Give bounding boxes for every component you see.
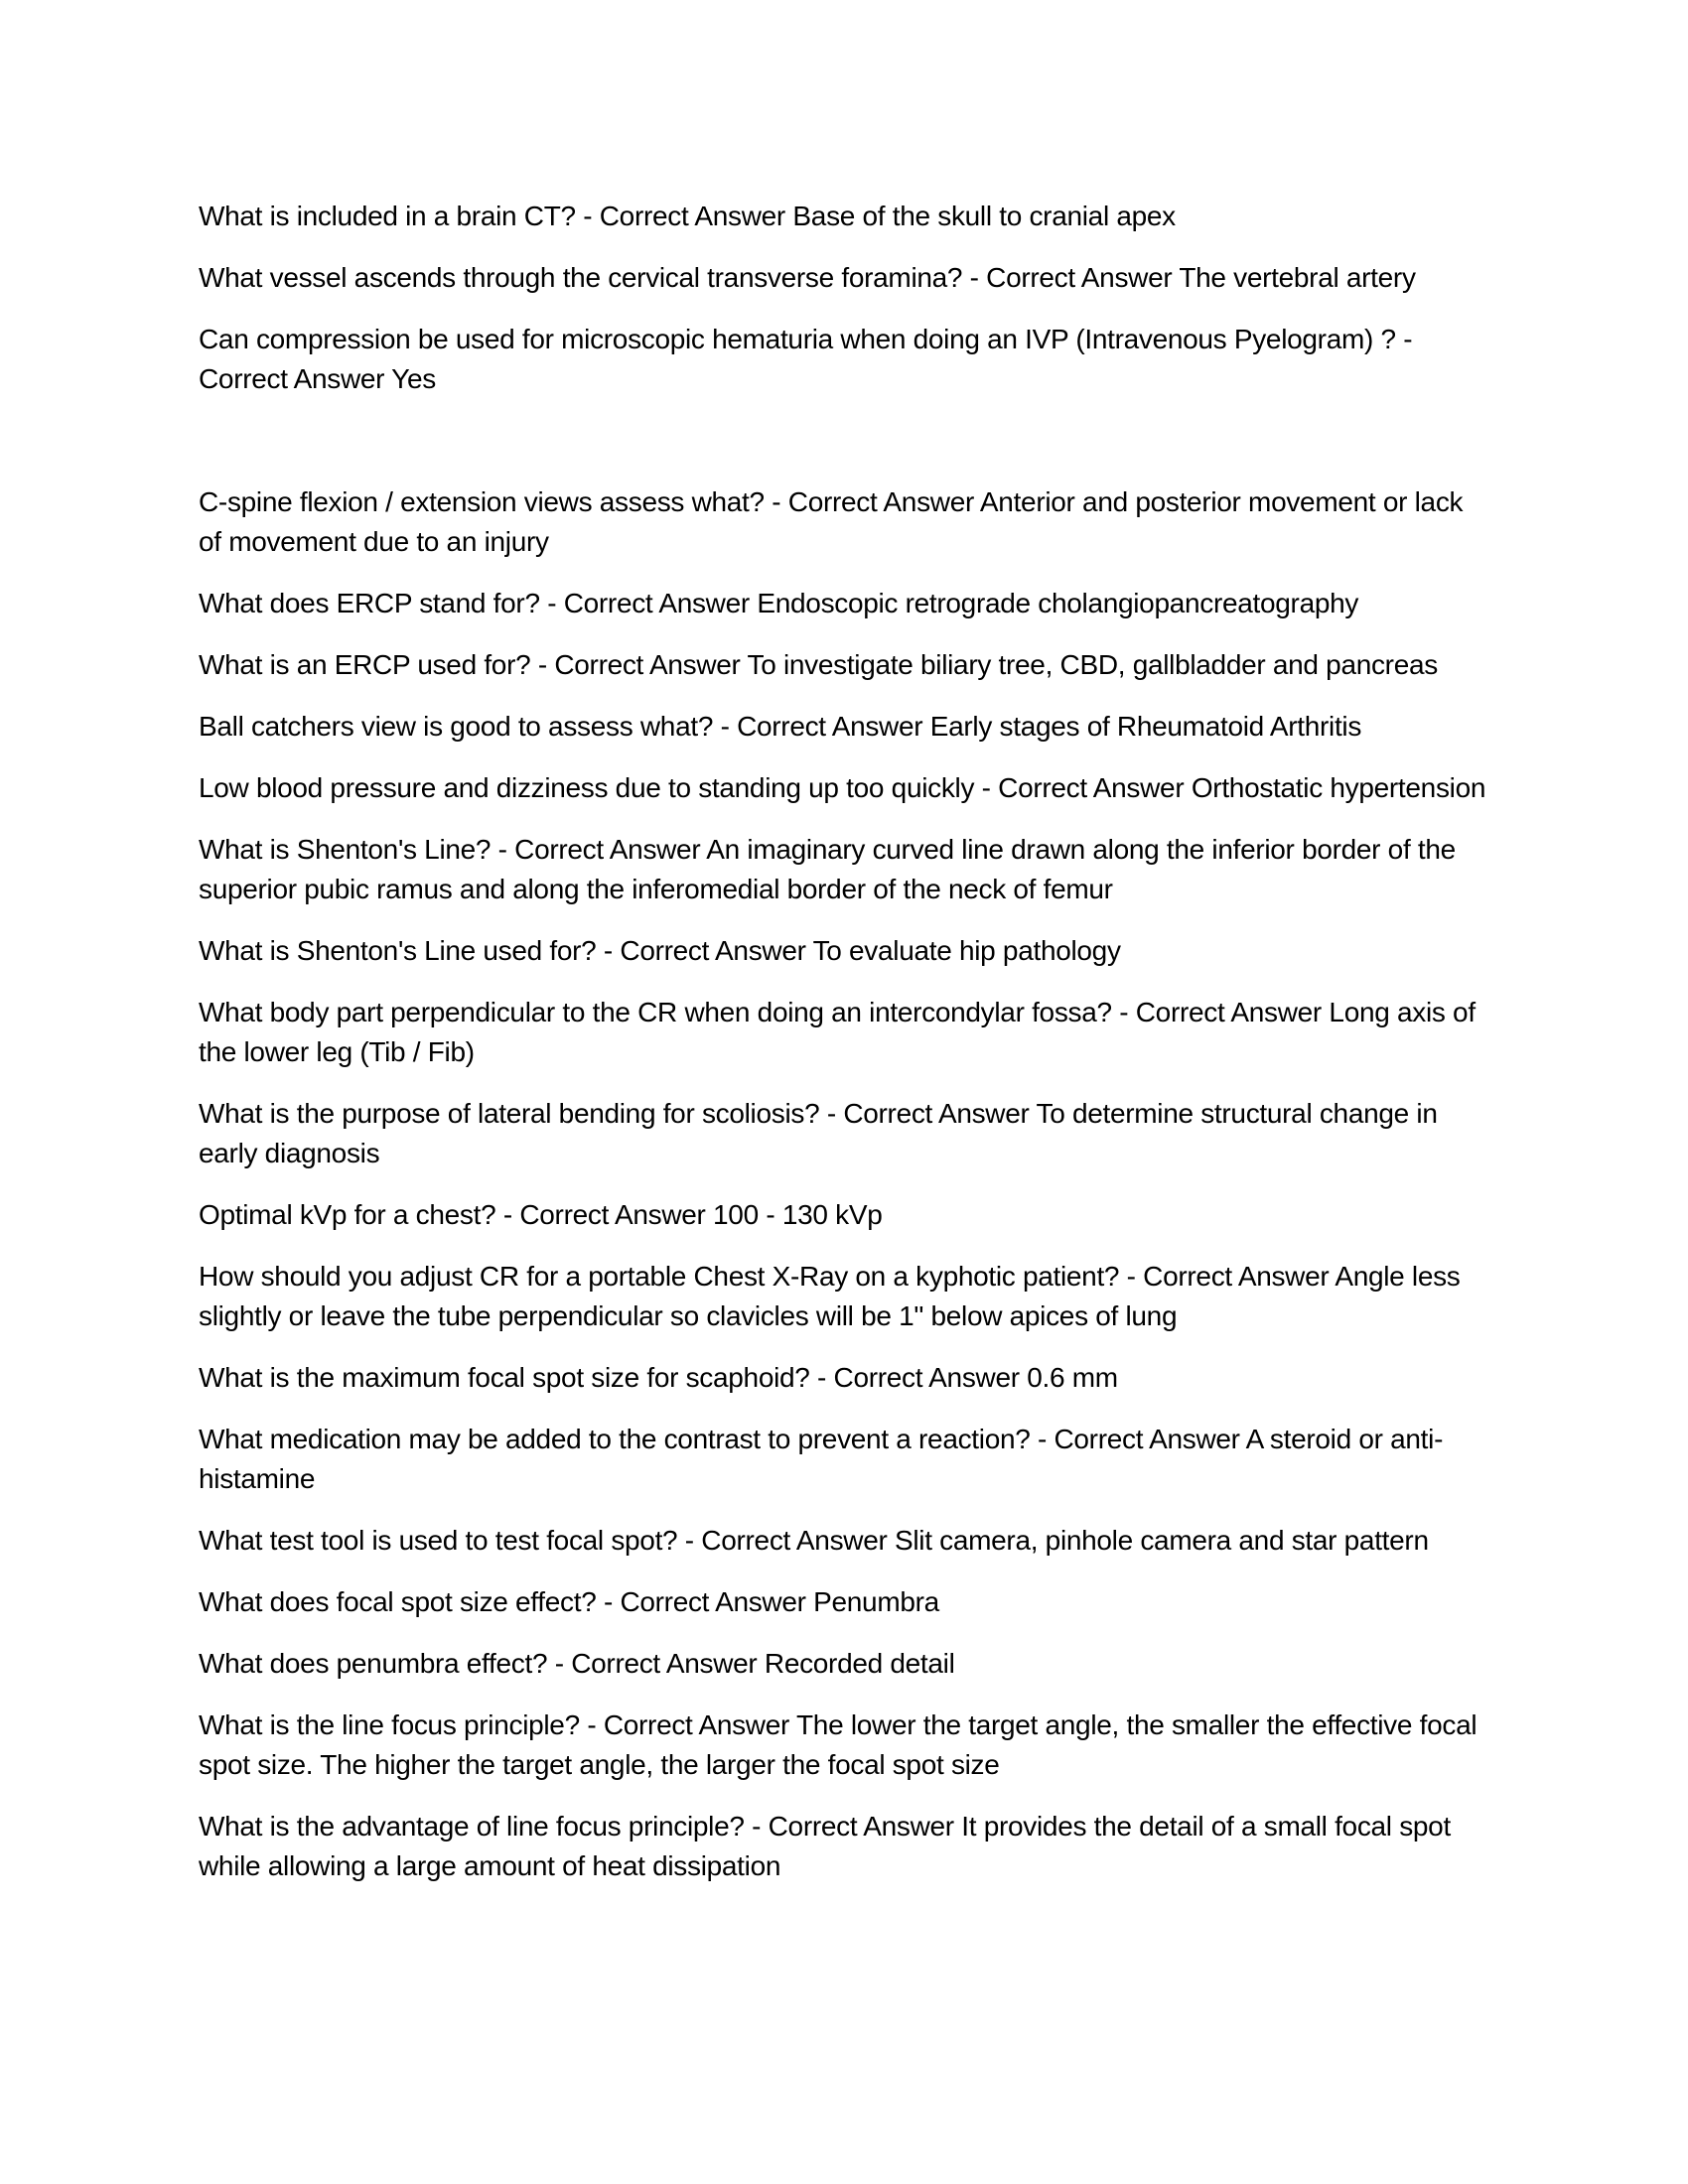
- qa-item: What does focal spot size effect? - Correct Answer Penumbra: [199, 1586, 939, 1617]
- qa-item: What vessel ascends through the cervical transverse foramina? - Correct Answer The vertebral artery: [199, 262, 1416, 293]
- qa-item: What does penumbra effect? - Correct Answer Recorded detail: [199, 1648, 955, 1679]
- qa-item: What is the advantage of line focus principle? - Correct Answer It provides the detail of a small focal spot while allowing a large amount of heat dissipation: [199, 1811, 1451, 1881]
- qa-item: What is included in a brain CT? - Correct Answer Base of the skull to cranial apex: [199, 201, 1176, 231]
- qa-item: What is Shenton's Line? - Correct Answer An imaginary curved line drawn along the inferior border of the superior pubic ramus and along the inferomedial border of the neck of femur: [199, 834, 1456, 904]
- qa-item: What is an ERCP used for? - Correct Answer To investigate biliary tree, CBD, gallbladder and pancreas: [199, 649, 1438, 680]
- qa-item: What is the line focus principle? - Correct Answer The lower the target angle, the smaller the effective focal spot size. The higher the target angle, the larger the focal spot size: [199, 1709, 1477, 1780]
- qa-item: What does ERCP stand for? - Correct Answer Endoscopic retrograde cholangiopancreatography: [199, 588, 1359, 618]
- qa-item: How should you adjust CR for a portable Chest X-Ray on a kyphotic patient? - Correct Answer Angle less slightly or leave the tube perpendicular so clavicles will be 1" below apices of lung: [199, 1261, 1461, 1331]
- qa-item: C-spine flexion / extension views assess what? - Correct Answer Anterior and posterior movement or lack of movement due to an injury: [199, 486, 1464, 557]
- qa-item: What test tool is used to test focal spot? - Correct Answer Slit camera, pinhole camera and star pattern: [199, 1525, 1429, 1556]
- qa-item: What is the purpose of lateral bending for scoliosis? - Correct Answer To determine structural change in early diagnosis: [199, 1098, 1438, 1168]
- qa-item: Can compression be used for microscopic hematuria when doing an IVP (Intravenous Pyelogram) ? - Correct Answer Yes: [199, 324, 1413, 394]
- qa-item: Low blood pressure and dizziness due to standing up too quickly - Correct Answer Orthostatic hypertension: [199, 772, 1486, 803]
- qa-item: What is Shenton's Line used for? - Correct Answer To evaluate hip pathology: [199, 935, 1121, 966]
- qa-item: Optimal kVp for a chest? - Correct Answer 100 - 130 kVp: [199, 1199, 883, 1230]
- qa-item: What body part perpendicular to the CR when doing an intercondylar fossa? - Correct Answer Long axis of the lower leg (Tib / Fib): [199, 997, 1476, 1067]
- qa-item: What medication may be added to the contrast to prevent a reaction? - Correct Answer A steroid or anti-histamine: [199, 1424, 1444, 1494]
- qa-list: [199, 197, 1489, 1908]
- qa-item: Ball catchers view is good to assess what? - Correct Answer Early stages of Rheumatoid Arthritis: [199, 711, 1362, 742]
- qa-item: What is the maximum focal spot size for scaphoid? - Correct Answer 0.6 mm: [199, 1362, 1118, 1393]
